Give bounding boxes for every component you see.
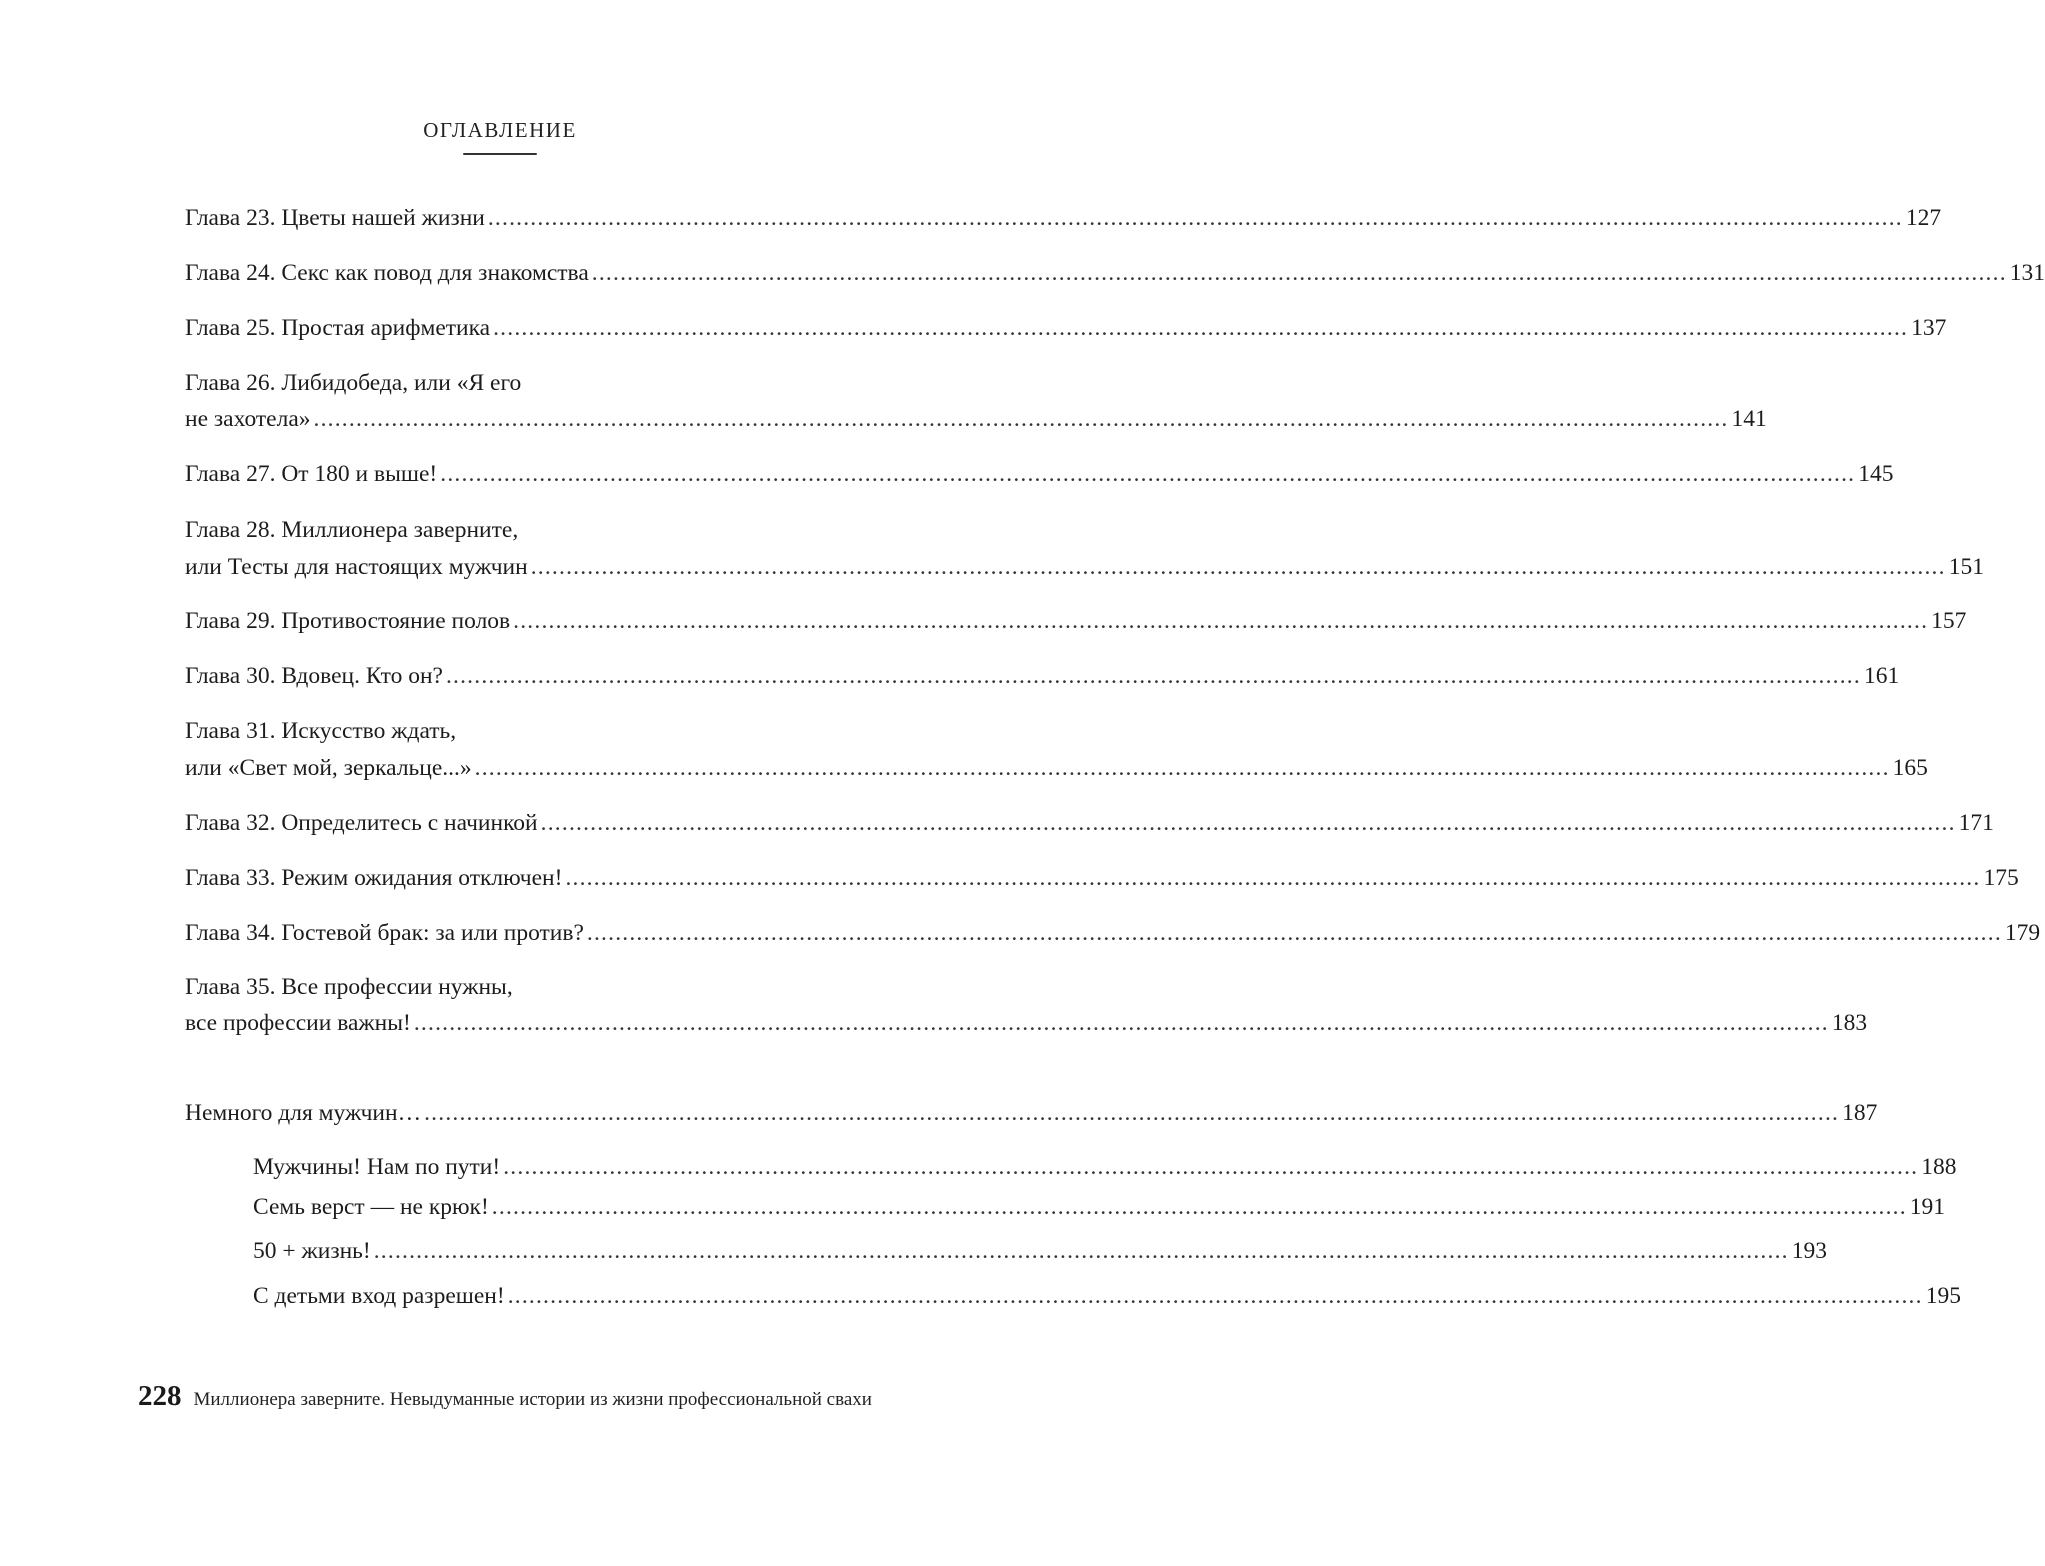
toc-entry-page: 157 bbox=[1931, 608, 1967, 634]
toc-entry-page: 151 bbox=[1948, 554, 1984, 580]
toc-entry-first-line bbox=[185, 517, 830, 547]
dot-leader: ........................................................................................................................................................................................................ bbox=[507, 1283, 1923, 1309]
toc-entry bbox=[185, 755, 1928, 785]
toc-entry-title: Глава 28. Миллионера заверните, bbox=[185, 517, 519, 543]
dot-leader: ........................................................................................................................................................................................................ bbox=[424, 1100, 1840, 1126]
toc-entry bbox=[185, 920, 2041, 950]
toc-section-entry bbox=[185, 1100, 1878, 1130]
dot-leader: ........................................................................................................................................................................................................ bbox=[491, 1194, 1907, 1220]
toc-entry-title: Глава 31. Искусство ждать, bbox=[185, 718, 457, 744]
toc-entry-title: Глава 24. Секс как повод для знакомства bbox=[185, 260, 589, 286]
footer-book-title: Миллионера заверните. Невыдуманные истории из жизни профессиональной свахи bbox=[193, 1389, 872, 1410]
toc-subentry bbox=[253, 1154, 1957, 1184]
toc-entry-title: Глава 27. От 180 и выше! bbox=[185, 461, 438, 487]
toc-entry-page: 161 bbox=[1863, 663, 1900, 689]
toc-entry-title-cont: все профессии важны! bbox=[185, 1010, 411, 1036]
toc-subentry bbox=[253, 1194, 1946, 1224]
dot-leader: ........................................................................................................................................................................................................ bbox=[440, 461, 1856, 487]
dot-leader: ........................................................................................................................................................................................................ bbox=[503, 1154, 1919, 1180]
toc-entry-first-line bbox=[185, 974, 830, 1004]
toc-subentry-title: 50 + жизнь! bbox=[253, 1238, 371, 1264]
toc-entry-page: 145 bbox=[1858, 461, 1894, 487]
dot-leader: ........................................................................................................................................................................................................ bbox=[487, 205, 1903, 231]
footer-page-number: 228 bbox=[138, 1380, 182, 1412]
toc-entry bbox=[185, 315, 1947, 345]
toc-entry-title: Глава 29. Противостояние полов bbox=[185, 608, 511, 634]
toc-entry-title: Глава 35. Все профессии нужны, bbox=[185, 974, 513, 1000]
toc-subentry-page: 191 bbox=[1909, 1194, 1946, 1220]
toc-entry-page: 141 bbox=[1731, 406, 1767, 432]
toc-subentry bbox=[253, 1238, 1827, 1268]
page-title: ОГЛАВЛЕНИЕ bbox=[423, 118, 577, 142]
toc-entry-page: 137 bbox=[1911, 315, 1947, 341]
toc-entry bbox=[185, 260, 2045, 290]
toc-entry-first-line bbox=[185, 370, 830, 400]
toc-subentry-page: 195 bbox=[1925, 1283, 1961, 1309]
dot-leader: ........................................................................................................................................................................................................ bbox=[513, 608, 1929, 634]
toc-subentry bbox=[253, 1283, 1961, 1313]
toc-entry-title-cont: не захотела» bbox=[185, 406, 311, 432]
toc-entry-title: Глава 32. Определитесь с начинкой bbox=[185, 810, 538, 836]
toc-entry bbox=[185, 554, 1984, 584]
toc-entry bbox=[185, 1010, 1868, 1040]
dot-leader: ........................................................................................................................................................................................................ bbox=[474, 755, 1890, 781]
toc-subentry-title: Мужчины! Нам по пути! bbox=[253, 1154, 501, 1180]
toc-entry-title-cont: или «Свет мой, зеркальце...» bbox=[185, 755, 472, 781]
toc-subentry-title: Семь верст — не крюк! bbox=[253, 1194, 489, 1220]
toc-entry bbox=[185, 810, 1994, 840]
toc-entry bbox=[185, 663, 1900, 693]
dot-leader: ........................................................................................................................................................................................................ bbox=[493, 315, 1909, 341]
dot-leader: ........................................................................................................................................................................................................ bbox=[530, 554, 1946, 580]
toc-entry bbox=[185, 205, 1942, 235]
toc-entry-page: 179 bbox=[2004, 920, 2041, 946]
toc-entry-page: 171 bbox=[1958, 810, 1994, 836]
dot-leader: ........................................................................................................................................................................................................ bbox=[591, 260, 2007, 286]
toc-entry-page: 131 bbox=[2009, 260, 2045, 286]
dot-leader: ........................................................................................................................................................................................................ bbox=[313, 406, 1729, 432]
toc-subentry-page: 193 bbox=[1791, 1238, 1827, 1264]
toc-entry bbox=[185, 461, 1894, 491]
toc-entry-page: 175 bbox=[1983, 865, 2019, 891]
dot-leader: ........................................................................................................................................................................................................ bbox=[413, 1010, 1829, 1036]
title-underline bbox=[463, 153, 537, 155]
toc-entry-title: Глава 34. Гостевой брак: за или против? bbox=[185, 920, 584, 946]
dot-leader: ........................................................................................................................................................................................................ bbox=[565, 865, 1981, 891]
toc-entry bbox=[185, 406, 1767, 436]
toc-header bbox=[0, 118, 1000, 155]
toc-entry-title: Глава 26. Либидобеда, или «Я его bbox=[185, 370, 522, 396]
toc-entry-title: Глава 30. Вдовец. Кто он? bbox=[185, 663, 443, 689]
dot-leader: ........................................................................................................................................................................................................ bbox=[445, 663, 1861, 689]
toc-entry-title-cont: или Тесты для настоящих мужчин bbox=[185, 554, 528, 580]
toc-entry bbox=[185, 865, 2019, 895]
dot-leader: ........................................................................................................................................................................................................ bbox=[373, 1238, 1789, 1264]
toc-entry-page: 127 bbox=[1905, 205, 1942, 231]
toc-entry bbox=[185, 608, 1967, 638]
dot-leader: ........................................................................................................................................................................................................ bbox=[586, 920, 2002, 946]
toc-entry-title: Глава 23. Цветы нашей жизни bbox=[185, 205, 485, 231]
toc-entry-page: 165 bbox=[1892, 755, 1928, 781]
toc-entry-first-line bbox=[185, 718, 830, 748]
toc-entry-page: 183 bbox=[1831, 1010, 1868, 1036]
toc-subentry-title: С детьми вход разрешен! bbox=[253, 1283, 505, 1309]
toc-entry-title: Глава 25. Простая арифметика bbox=[185, 315, 491, 341]
toc-subentry-page: 188 bbox=[1921, 1154, 1957, 1180]
running-footer bbox=[138, 1380, 872, 1413]
toc-section-page: 187 bbox=[1842, 1100, 1878, 1126]
toc-entry-title: Глава 33. Режим ожидания отключен! bbox=[185, 865, 563, 891]
toc-section-title: Немного для мужчин… bbox=[185, 1100, 422, 1126]
dot-leader: ........................................................................................................................................................................................................ bbox=[540, 810, 1956, 836]
